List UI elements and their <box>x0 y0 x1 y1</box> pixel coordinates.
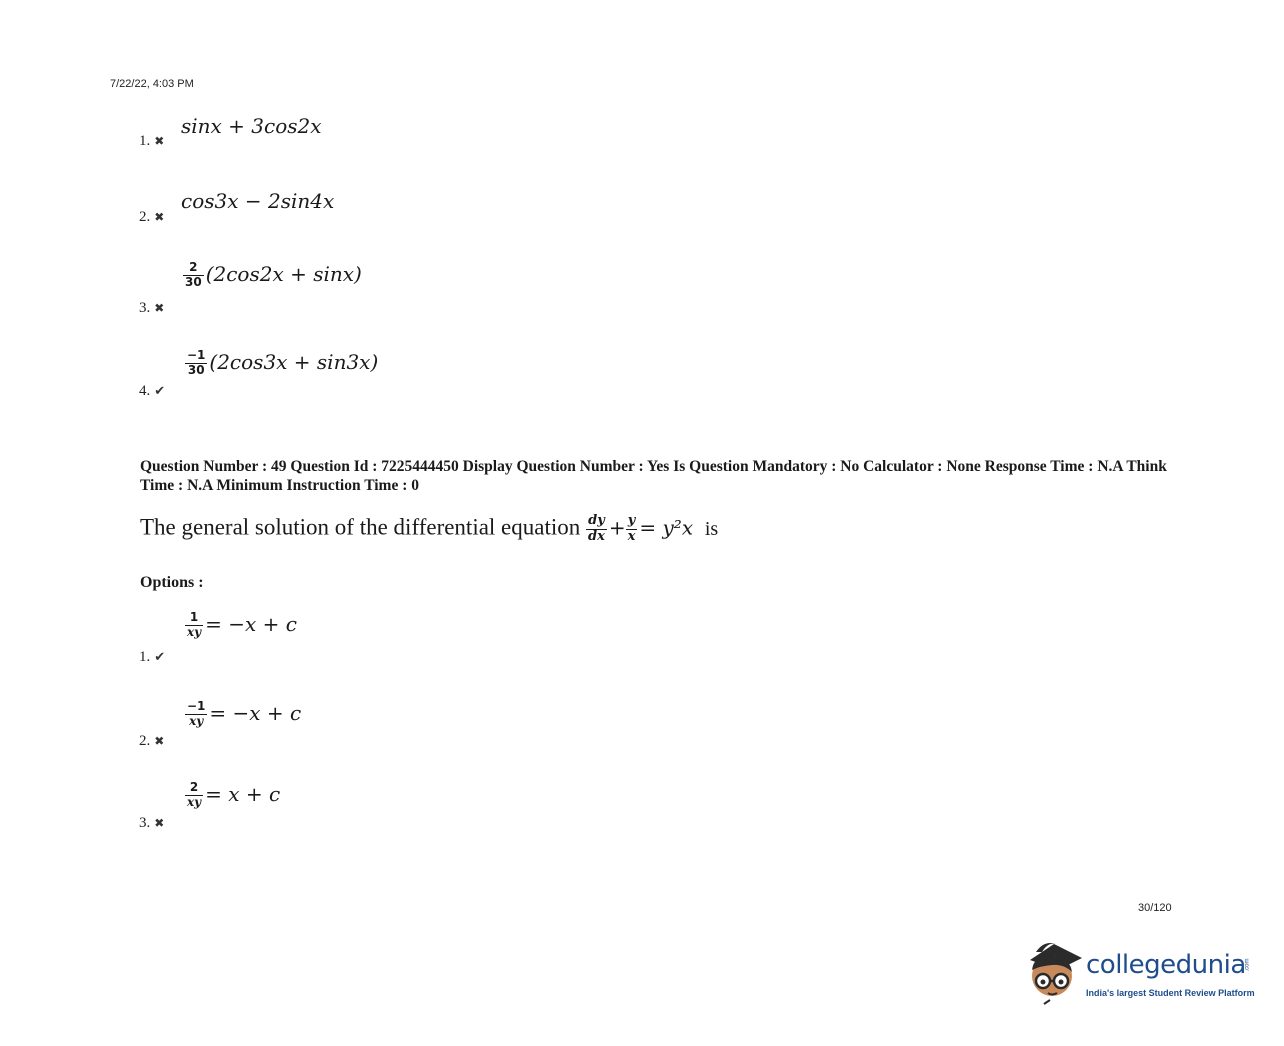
option-3 <box>139 815 164 832</box>
option-3-number: 3. <box>139 815 151 831</box>
fraction-denominator: 30 <box>185 274 202 289</box>
question-text-suffix: is <box>704 517 719 540</box>
prev-option-3-expression <box>183 261 362 290</box>
prev-option-2-expression: cos3x − 2sin4x <box>181 189 335 213</box>
prev-option-4-expression <box>185 349 378 378</box>
option-3-expression <box>185 781 280 810</box>
prev-option-1 <box>139 133 164 150</box>
correct-check-icon: ✔ <box>154 650 166 665</box>
fraction-numerator: dy <box>586 514 607 530</box>
question-text-prefix: The general solution of the differential equation <box>140 514 581 540</box>
option-1-fraction <box>185 611 203 640</box>
option-2-number: 2. <box>139 733 151 749</box>
wrong-cross-icon: ✖ <box>154 301 165 315</box>
wrong-cross-icon: ✖ <box>154 816 165 830</box>
prev-option-3 <box>139 300 164 317</box>
question-metadata: Question Number : 49 Question Id : 7225444450 Display Question Number : Yes Is Question Mandatory : No Calculator : None Response Time : N.A Think Time : N.A Minimum Instruction Time : 0 <box>140 458 1167 494</box>
prev-option-1-expression: sinx + 3cos2x <box>181 114 322 138</box>
fraction-denominator: xy <box>187 624 202 639</box>
prev-option-3-number: 3. <box>139 300 151 316</box>
fraction-denominator: xy <box>189 713 204 728</box>
wrong-cross-icon: ✖ <box>154 134 165 148</box>
prev-option-3-fraction <box>183 261 204 290</box>
prev-option-4-number: 4. <box>139 383 151 399</box>
prev-option-2-number: 2. <box>139 209 151 225</box>
fraction-numerator: −1 <box>187 699 206 713</box>
option-1-number: 1. <box>139 649 151 665</box>
options-heading: Options : <box>140 574 204 591</box>
equation-rhs: = y²x <box>639 515 694 540</box>
option-1-rhs: = −x + c <box>205 611 297 636</box>
fraction-numerator: −1 <box>187 348 206 362</box>
correct-check-icon: ✔ <box>154 384 166 399</box>
wrong-cross-icon: ✖ <box>154 734 165 748</box>
option-2 <box>139 733 164 750</box>
option-3-rhs: = x + c <box>205 781 281 806</box>
collegedunia-tagline: India's largest Student Review Platform <box>1086 988 1255 998</box>
option-3-fraction <box>185 781 203 810</box>
prev-option-4-fraction <box>185 349 207 378</box>
prev-option-2 <box>139 209 164 226</box>
wrong-cross-icon: ✖ <box>154 210 165 224</box>
fraction-numerator: 2 <box>185 781 203 796</box>
fraction-numerator: y <box>626 514 638 530</box>
prev-option-3-expr-body: (2cos2x + sinx) <box>205 261 362 286</box>
option-2-rhs: = −x + c <box>209 700 302 725</box>
fraction-denominator: 30 <box>187 362 205 377</box>
option-2-fraction <box>185 700 207 729</box>
fraction-denominator: dx <box>588 528 605 544</box>
fraction-numerator: 2 <box>183 261 204 276</box>
print-timestamp: 7/22/22, 4:03 PM <box>110 78 194 90</box>
fraction-denominator: xy <box>187 794 202 809</box>
option-1 <box>139 649 165 666</box>
page-number: 30/120 <box>1138 902 1172 914</box>
option-1-expression <box>185 611 297 640</box>
question-text <box>140 514 718 545</box>
collegedunia-mascot-logo <box>1024 938 1086 1008</box>
collegedunia-dotcom: .com <box>1244 958 1251 972</box>
fraction-numerator: 1 <box>185 611 203 626</box>
plus-sign: + <box>608 515 626 540</box>
prev-option-4-expr-body: (2cos3x + sin3x) <box>209 349 379 374</box>
collegedunia-wordmark: collegedunia <box>1086 950 1246 980</box>
prev-option-4 <box>139 383 165 400</box>
y-over-x-fraction <box>626 514 638 545</box>
prev-option-1-number: 1. <box>139 133 151 149</box>
option-2-expression <box>185 700 301 729</box>
fraction-denominator: x <box>627 528 636 544</box>
dy-dx-fraction <box>586 514 607 545</box>
